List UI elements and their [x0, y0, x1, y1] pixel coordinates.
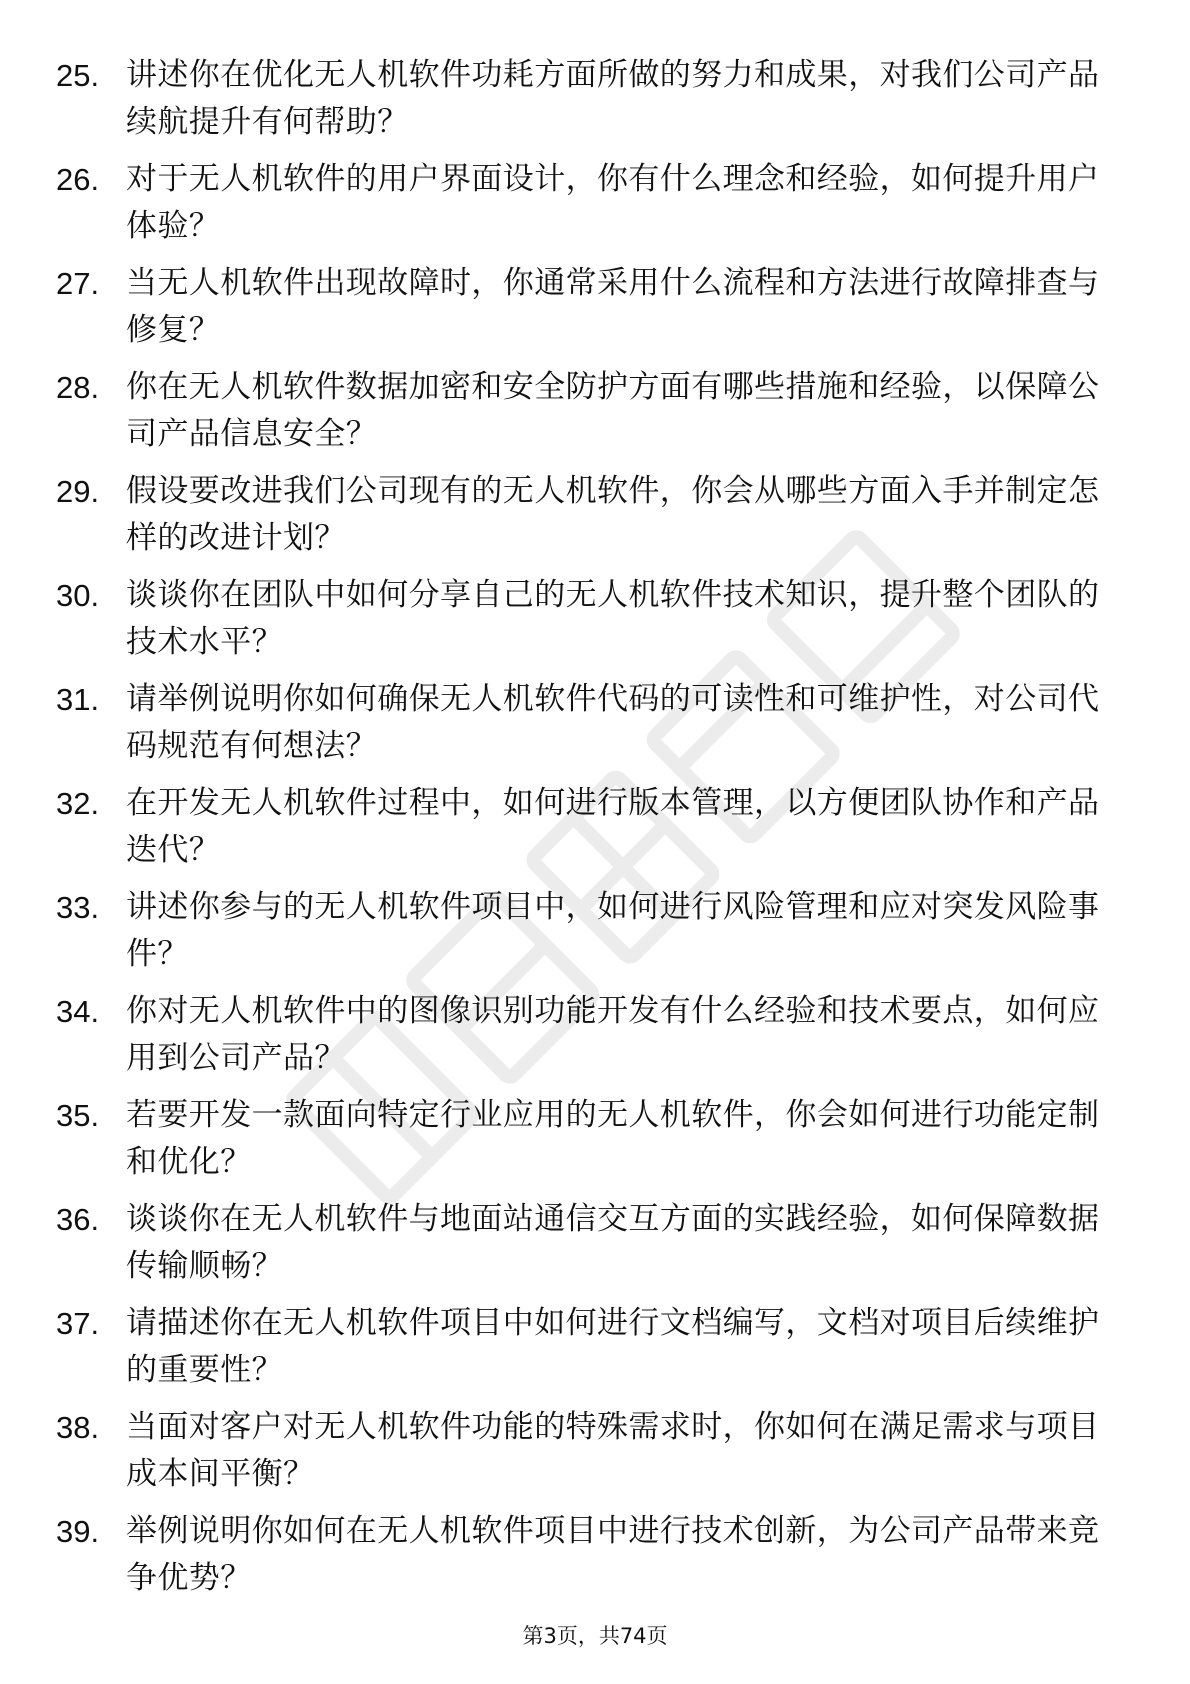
question-number: 35.	[56, 1098, 100, 1133]
question-text: 对于无人机软件的用户界面设计，你有什么理念和经验，如何提升用户体验？	[126, 161, 1100, 244]
question-item	[56, 364, 1126, 468]
question-number: 31.	[56, 682, 100, 717]
question-item	[56, 1508, 1126, 1612]
question-text: 讲述你参与的无人机软件项目中，如何进行风险管理和应对突发风险事件？	[126, 889, 1100, 972]
question-item	[56, 1196, 1126, 1300]
question-number: 32.	[56, 786, 100, 821]
question-text: 当无人机软件出现故障时，你通常采用什么流程和方法进行故障排查与修复？	[126, 265, 1100, 348]
question-item	[56, 156, 1126, 260]
question-item	[56, 52, 1126, 156]
question-text: 你在无人机软件数据加密和安全防护方面有哪些措施和经验，以保障公司产品信息安全？	[126, 369, 1100, 452]
question-text: 谈谈你在无人机软件与地面站通信交互方面的实践经验，如何保障数据传输顺畅？	[126, 1201, 1100, 1284]
question-item	[56, 988, 1126, 1092]
question-item	[56, 1092, 1126, 1196]
question-number: 29.	[56, 474, 100, 509]
question-number: 38.	[56, 1410, 100, 1445]
question-list	[56, 52, 1126, 1612]
question-number: 39.	[56, 1514, 100, 1549]
question-item	[56, 1404, 1126, 1508]
question-item	[56, 468, 1126, 572]
question-number: 28.	[56, 370, 100, 405]
question-number: 34.	[56, 994, 100, 1029]
question-number: 36.	[56, 1202, 100, 1237]
question-text: 当面对客户对无人机软件功能的特殊需求时，你如何在满足需求与项目成本间平衡？	[126, 1409, 1100, 1492]
page-footer	[0, 1622, 1190, 1650]
question-number: 33.	[56, 890, 100, 925]
question-text: 请描述你在无人机软件项目中如何进行文档编写，文档对项目后续维护的重要性？	[126, 1305, 1100, 1388]
question-text: 举例说明你如何在无人机软件项目中进行技术创新，为公司产品带来竞争优势？	[126, 1513, 1100, 1596]
question-text: 在开发无人机软件过程中，如何进行版本管理，以方便团队协作和产品迭代？	[126, 785, 1100, 868]
question-item	[56, 260, 1126, 364]
question-text: 你对无人机软件中的图像识别功能开发有什么经验和技术要点，如何应用到公司产品？	[126, 993, 1100, 1076]
question-text: 谈谈你在团队中如何分享自己的无人机软件技术知识，提升整个团队的技术水平？	[126, 577, 1100, 660]
question-item	[56, 676, 1126, 780]
question-item	[56, 1300, 1126, 1404]
question-text: 讲述你在优化无人机软件功耗方面所做的努力和成果，对我们公司产品续航提升有何帮助？	[126, 57, 1100, 140]
question-item	[56, 884, 1126, 988]
question-item	[56, 780, 1126, 884]
question-number: 30.	[56, 578, 100, 613]
question-number: 27.	[56, 266, 100, 301]
question-text: 请举例说明你如何确保无人机软件代码的可读性和可维护性，对公司代码规范有何想法？	[126, 681, 1100, 764]
question-text: 若要开发一款面向特定行业应用的无人机软件，你会如何进行功能定制和优化？	[126, 1097, 1100, 1180]
question-number: 25.	[56, 58, 100, 93]
question-text: 假设要改进我们公司现有的无人机软件，你会从哪些方面入手并制定怎样的改进计划？	[126, 473, 1100, 556]
page-number-label: 第3页，共74页	[522, 1624, 668, 1648]
question-number: 37.	[56, 1306, 100, 1341]
question-number: 26.	[56, 162, 100, 197]
question-item	[56, 572, 1126, 676]
